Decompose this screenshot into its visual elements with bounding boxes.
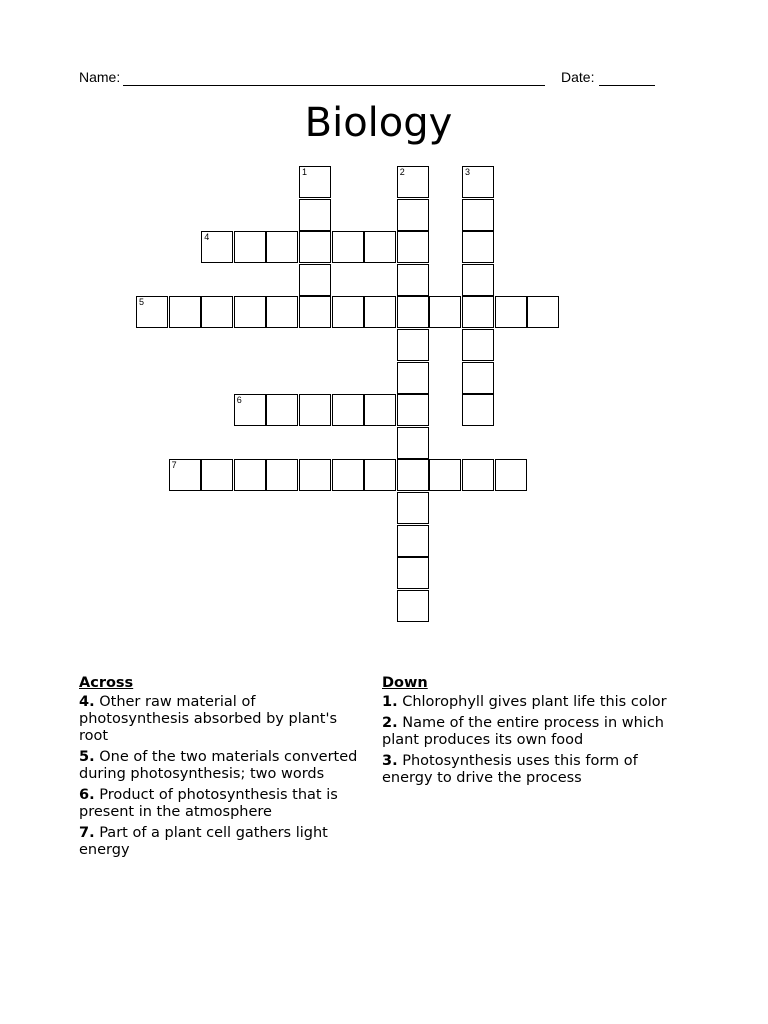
crossword-cell[interactable] — [364, 231, 396, 263]
crossword-cell[interactable] — [266, 394, 298, 426]
crossword-cell[interactable] — [332, 394, 364, 426]
crossword-cell[interactable] — [201, 296, 233, 328]
across-clue-4: 4. Other raw material of photosynthesis absorbed by plant's root — [79, 694, 338, 744]
crossword-cell[interactable] — [462, 459, 494, 491]
crossword-cell[interactable] — [397, 231, 429, 263]
crossword-cell[interactable] — [462, 362, 494, 394]
crossword-cell[interactable] — [266, 296, 298, 328]
crossword-cell[interactable] — [397, 459, 429, 491]
clue-number: 4 — [204, 232, 210, 243]
clue-number: 1 — [302, 167, 308, 177]
crossword-cell[interactable] — [364, 459, 396, 491]
name-label: Name: — [79, 69, 121, 85]
crossword-cell[interactable] — [299, 394, 331, 426]
crossword-cell[interactable] — [397, 329, 429, 361]
crossword-cell[interactable] — [397, 362, 429, 394]
crossword-cell[interactable] — [462, 329, 494, 361]
clue-number: 6 — [236, 395, 242, 406]
crossword-cell[interactable] — [462, 394, 494, 426]
crossword-cell[interactable] — [299, 231, 331, 263]
crossword-cell[interactable] — [299, 459, 331, 491]
crossword-cell[interactable] — [136, 296, 168, 328]
crossword-cell[interactable] — [397, 427, 429, 459]
across-clue-5: 5. One of the two materials converted during photosynthesis; two words — [79, 749, 358, 782]
date-label: Date: — [561, 69, 595, 85]
crossword-cell[interactable] — [462, 296, 494, 328]
crossword-cell[interactable] — [201, 459, 233, 491]
clue-number: 7 — [171, 460, 177, 471]
down-clues — [382, 675, 672, 791]
crossword-cell[interactable] — [462, 264, 494, 296]
crossword-cell[interactable] — [169, 459, 201, 491]
crossword-cell[interactable] — [429, 296, 461, 328]
across-clues — [79, 675, 369, 863]
crossword-cell[interactable] — [429, 459, 461, 491]
crossword-cell[interactable] — [364, 394, 396, 426]
crossword-cell[interactable] — [397, 525, 429, 557]
crossword-cell[interactable] — [462, 199, 494, 231]
down-clue-2: 2. Name of the entire process in which plant produces its own food — [382, 715, 664, 748]
crossword-cell[interactable] — [234, 296, 266, 328]
crossword-cell[interactable] — [397, 590, 429, 622]
crossword-cell[interactable] — [397, 296, 429, 328]
crossword-cell[interactable] — [364, 296, 396, 328]
crossword-cell[interactable] — [266, 231, 298, 263]
crossword-cell[interactable] — [299, 199, 331, 231]
down-clue-3: 3. Photosynthesis uses this form of energy to drive the process — [382, 753, 638, 786]
crossword-cell[interactable] — [397, 264, 429, 296]
crossword-cell[interactable] — [201, 231, 233, 263]
down-heading: Down — [382, 675, 428, 691]
crossword-cell[interactable] — [397, 394, 429, 426]
across-clue-7: 7. Part of a plant cell gathers light energy — [79, 825, 328, 858]
down-clue-1: 1. Chlorophyll gives plant life this color — [382, 694, 667, 710]
crossword-cell[interactable] — [332, 459, 364, 491]
crossword-cell[interactable] — [397, 492, 429, 524]
crossword-cell[interactable] — [332, 231, 364, 263]
crossword-cell[interactable] — [234, 459, 266, 491]
crossword-cell[interactable] — [462, 231, 494, 263]
crossword-cell[interactable] — [299, 166, 331, 198]
clue-number: 2 — [399, 167, 405, 177]
crossword-cell[interactable] — [397, 557, 429, 589]
crossword-cell[interactable] — [169, 296, 201, 328]
crossword-cell[interactable] — [495, 296, 527, 328]
page-title: Biology — [304, 100, 453, 146]
crossword-cell[interactable] — [527, 296, 559, 328]
clue-number: 5 — [139, 297, 145, 308]
crossword-cell[interactable] — [332, 296, 364, 328]
crossword-cell[interactable] — [299, 296, 331, 328]
across-clue-6: 6. Product of photosynthesis that is present in the atmosphere — [79, 787, 338, 820]
crossword-cell[interactable] — [397, 199, 429, 231]
crossword-cell[interactable] — [397, 166, 429, 198]
crossword-cell[interactable] — [462, 166, 494, 198]
crossword-cell[interactable] — [495, 459, 527, 491]
across-heading: Across — [79, 675, 134, 691]
clue-number: 3 — [465, 167, 471, 177]
crossword-cell[interactable] — [234, 231, 266, 263]
crossword-cell[interactable] — [266, 459, 298, 491]
crossword-cell[interactable] — [299, 264, 331, 296]
crossword-cell[interactable] — [234, 394, 266, 426]
